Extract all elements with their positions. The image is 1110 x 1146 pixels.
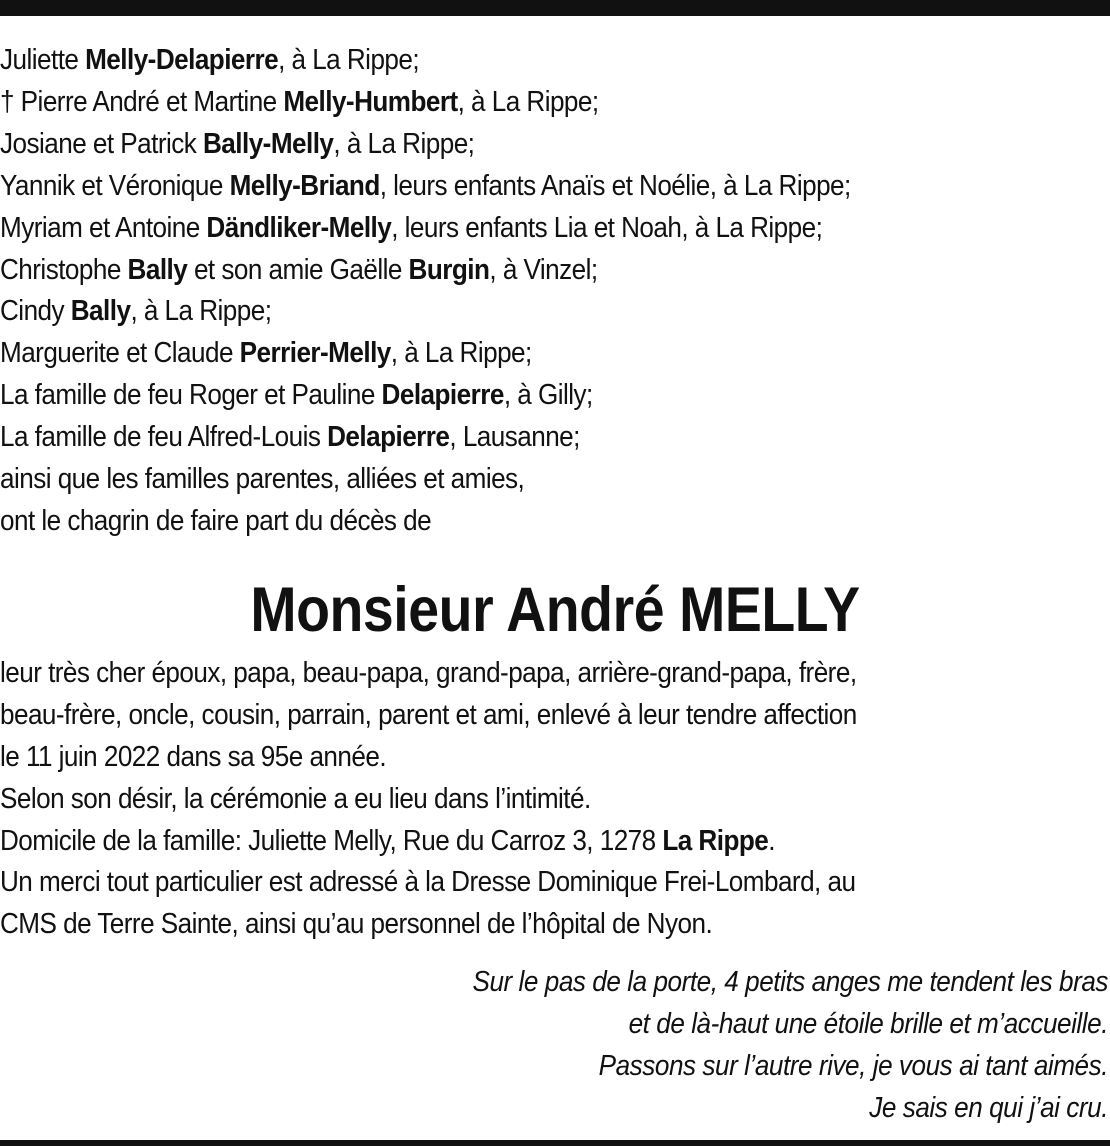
deceased-name-heading: Monsieur André MELLY (250, 574, 860, 645)
family-line: Marguerite et Claude Perrier-Melly, à La Rippe; (0, 337, 532, 370)
poem-line: Sur le pas de la porte, 4 petits anges me tendent les bras (472, 966, 1108, 999)
family-line: ainsi que les familles parentes, alliées et amies, (0, 463, 525, 496)
body-line: CMS de Terre Sainte, ainsi qu’au personnel de l’hôpital de Nyon. (0, 908, 713, 941)
family-line: La famille de feu Roger et Pauline Delapierre, à Gilly; (0, 379, 593, 412)
top-border-rule (0, 0, 1110, 16)
family-line: Juliette Melly-Delapierre, à La Rippe; (0, 44, 420, 76)
family-line: Myriam et Antoine Dändliker-Melly, leurs enfants Lia et Noah, à La Rippe; (0, 211, 823, 244)
family-line: ont le chagrin de faire part du décès de (0, 504, 432, 537)
poem-line: et de là-haut une étoile brille et m’accueille. (628, 1008, 1108, 1041)
body-line: leur très cher époux, papa, beau-papa, grand-papa, arrière-grand-papa, frère, (0, 656, 857, 689)
family-line: Cindy Bally, à La Rippe; (0, 295, 272, 328)
body-line: Un merci tout particulier est adressé à la Dresse Dominique Frei-Lombard, au (0, 866, 856, 899)
obituary-notice (0, 40, 1110, 1130)
family-line: Christophe Bally et son amie Gaëlle Burgin, à Vinzel; (0, 253, 598, 286)
notice-body (0, 653, 1110, 946)
family-line: † Pierre André et Martine Melly-Humbert, à La Rippe; (0, 85, 599, 118)
body-line: Domicile de la famille: Juliette Melly, Rue du Carroz 3, 1278 La Rippe. (0, 824, 775, 857)
poem-verse (0, 962, 1110, 1130)
poem-line: Je sais en qui j’ai cru. (869, 1091, 1108, 1124)
bottom-border-rule (0, 1140, 1110, 1146)
body-line: Selon son désir, la cérémonie a eu lieu dans l’intimité. (0, 782, 591, 815)
body-line: le 11 juin 2022 dans sa 95e année. (0, 740, 387, 773)
family-line: Yannik et Véronique Melly-Briand, leurs enfants Anaïs et Noélie, à La Rippe; (0, 169, 851, 202)
family-list (0, 40, 1110, 543)
family-line: Josiane et Patrick Bally-Melly, à La Rippe; (0, 127, 475, 160)
poem-line: Passons sur l’autre rive, je vous ai tant aimés. (598, 1050, 1108, 1083)
body-line: beau-frère, oncle, cousin, parrain, parent et ami, enlevé à leur tendre affection (0, 698, 857, 731)
family-line: La famille de feu Alfred-Louis Delapierre, Lausanne; (0, 421, 580, 454)
